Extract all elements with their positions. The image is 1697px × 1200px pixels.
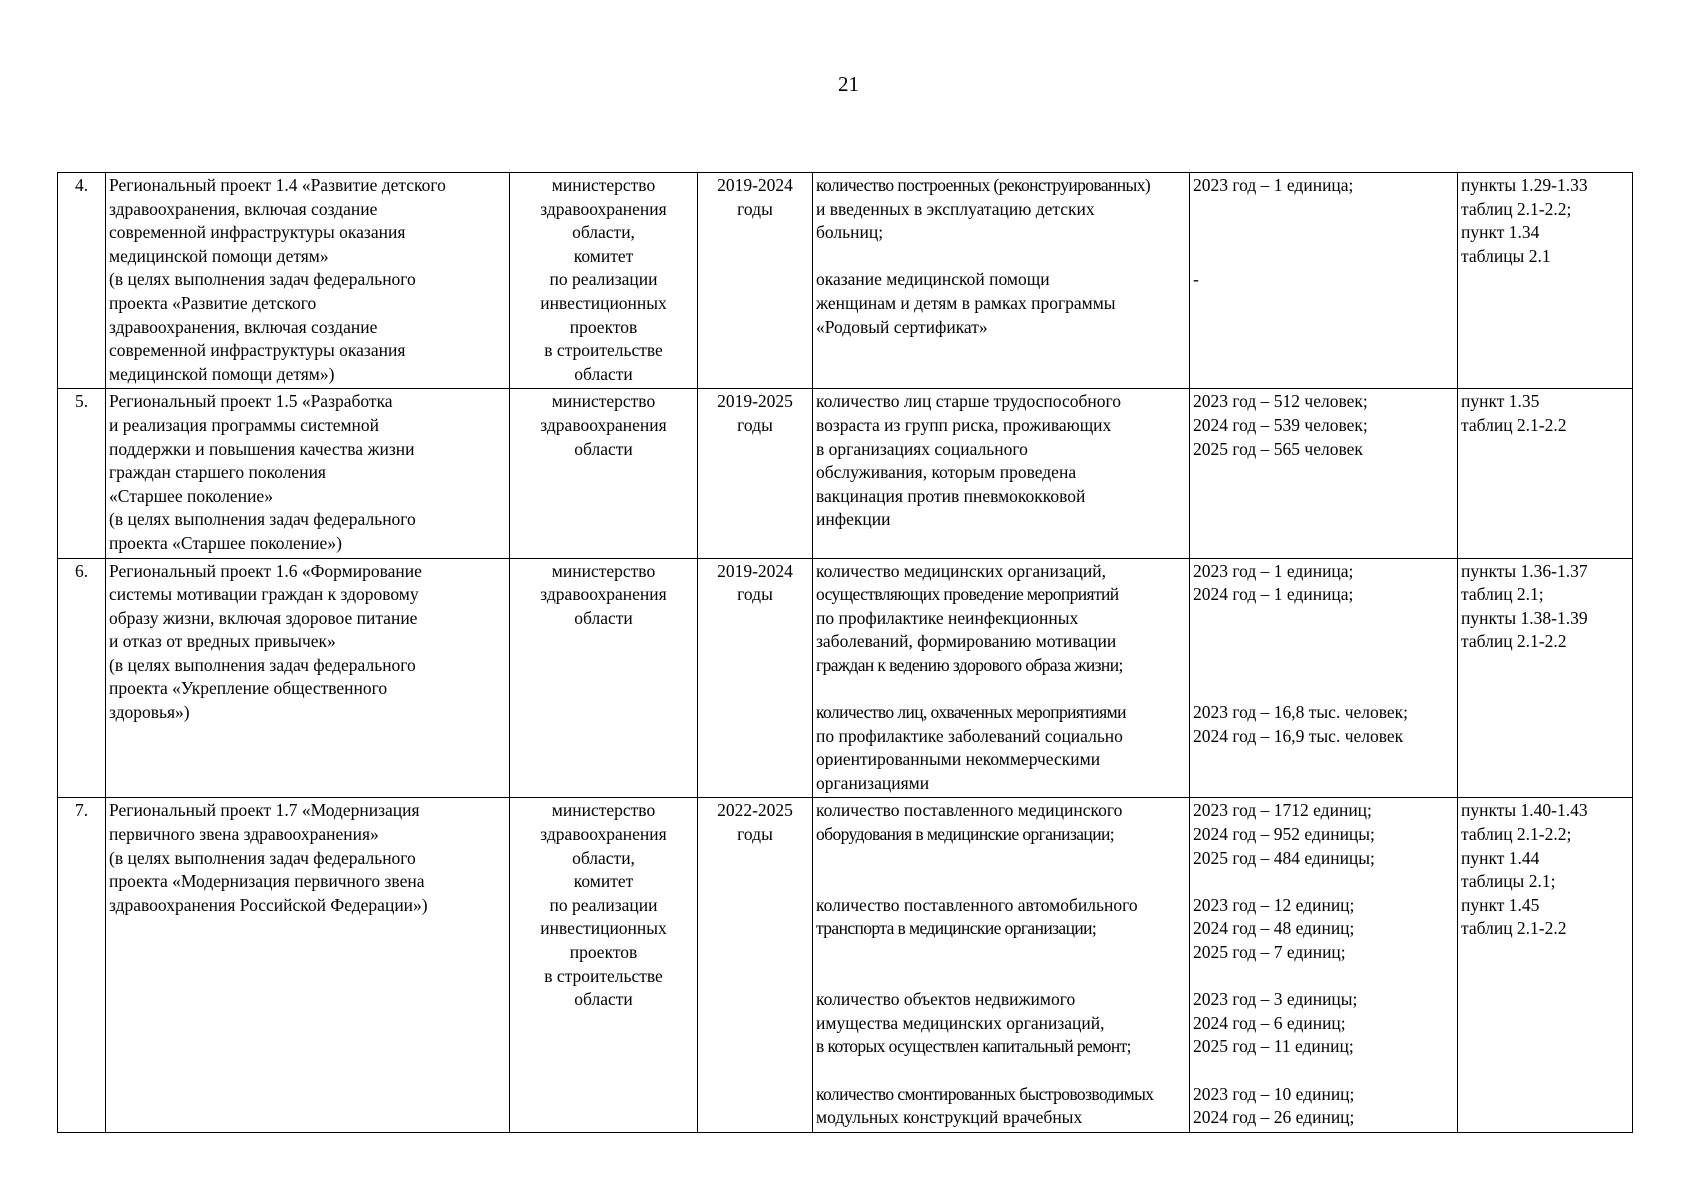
project-name-line: первичного звена здравоохранения»	[109, 824, 379, 845]
indicators-line: количество лиц старше трудоспособного	[816, 391, 1121, 412]
indicators-line: ориентированными некоммерческими	[816, 749, 1101, 770]
references-line: пункты 1.38-1.39	[1461, 607, 1588, 628]
period-line: 2019-2024	[717, 560, 793, 581]
references-line: таблиц 2.1-2.2;	[1461, 198, 1572, 219]
indicators-line: по профилактике неинфекционных	[816, 607, 1079, 628]
project-name-line: современной инфраструктуры оказания	[109, 222, 406, 243]
project-name-line: и реализация программы системной	[109, 414, 380, 435]
indicators-line: оборудования в медицинские организации;	[816, 824, 1114, 845]
indicators-line: в организациях социального	[816, 438, 1028, 459]
executor-line: министерство	[551, 560, 656, 581]
period-line: годы	[737, 824, 773, 845]
indicators-line: возраста из групп риска, проживающих	[816, 414, 1112, 435]
executor-line: здравоохранения	[540, 824, 667, 845]
project-name-line: проекта «Старшее поколение»)	[109, 532, 342, 553]
indicators-line: и введенных в эксплуатацию детских	[816, 198, 1095, 219]
executor-line: проектов	[569, 942, 638, 962]
project-name-line: Региональный проект 1.5 «Разработка	[109, 391, 393, 412]
indicator-values-line: 2023 год – 1 единица;	[1193, 560, 1354, 581]
indicator-values-line: 2024 год – 16,9 тыс. человек	[1193, 725, 1404, 746]
period-cell	[698, 558, 813, 798]
table-row	[58, 798, 1633, 1132]
project-name-line: граждан старшего поколения	[109, 462, 326, 483]
indicators-line: обслуживания, которым проведена	[816, 462, 1077, 483]
indicators-cell	[813, 173, 1190, 389]
executor-line: здравоохранения	[540, 414, 667, 435]
indicator-values-cell	[1190, 389, 1458, 558]
indicator-values-line: 2023 год – 1 единица;	[1193, 175, 1354, 195]
indicators-line: заболеваний, формированию мотивации	[816, 631, 1117, 652]
indicator-values-line	[1193, 245, 1454, 269]
indicators-line: количество медицинских организаций,	[816, 560, 1106, 581]
indicators-line	[816, 965, 1186, 989]
references-line: таблицы 2.1;	[1461, 871, 1556, 892]
indicators-line: больниц;	[816, 222, 884, 243]
indicators-line	[816, 847, 1186, 871]
indicator-values-line: 2023 год – 16,8 тыс. человек;	[1193, 702, 1409, 723]
executor-line: комитет	[573, 245, 634, 266]
references-cell	[1458, 389, 1633, 558]
page-number: 21	[838, 72, 859, 96]
indicator-values-line: 2025 год – 11 единиц;	[1193, 1036, 1354, 1057]
executor-line: области	[574, 989, 633, 1010]
period-line: 2019-2024	[717, 175, 793, 195]
executor-line: области	[574, 438, 633, 459]
project-name-cell	[106, 389, 510, 558]
executor-line: в строительстве	[544, 340, 663, 361]
period-cell	[698, 798, 813, 1132]
references-cell	[1458, 798, 1633, 1132]
references-line: пункты 1.40-1.43	[1461, 800, 1588, 821]
period-line: годы	[737, 584, 773, 605]
indicators-line: имущества медицинских организаций,	[816, 1012, 1105, 1033]
project-name-line: здравоохранения, включая создание	[109, 198, 378, 219]
project-name-line: Региональный проект 1.7 «Модернизация	[109, 800, 420, 821]
project-name-line: здравоохранения, включая создание	[109, 316, 378, 337]
indicators-line: количество лиц, охваченных мероприятиями	[816, 702, 1126, 723]
references-line: таблиц 2.1-2.2	[1461, 414, 1567, 435]
row-number-cell: 6.	[58, 558, 106, 798]
indicators-line: количество смонтированных быстровозводимых	[816, 1083, 1154, 1104]
project-name-line: (в целях выполнения задач федерального	[109, 654, 416, 675]
executor-line: министерство	[551, 175, 656, 195]
project-name-cell	[106, 173, 510, 389]
indicator-values-line: 2024 год – 952 единицы;	[1193, 824, 1375, 845]
indicators-line: по профилактике заболеваний социально	[816, 725, 1123, 746]
executor-cell	[510, 798, 698, 1132]
indicator-values-line: 2024 год – 1 единица;	[1193, 584, 1354, 605]
period-cell	[698, 173, 813, 389]
project-name-line: проекта «Модернизация первичного звена	[109, 871, 425, 892]
indicator-values-line	[1193, 1059, 1454, 1083]
indicators-line	[816, 870, 1186, 894]
indicators-line	[816, 941, 1186, 965]
executor-line: министерство	[551, 800, 656, 821]
indicator-values-line	[1193, 630, 1454, 654]
references-cell	[1458, 173, 1633, 389]
executor-line: инвестиционных	[540, 918, 667, 939]
references-line: пункт 1.45	[1461, 894, 1540, 915]
indicator-values-line: 2023 год – 1712 единиц;	[1193, 800, 1372, 821]
period-line: 2022-2025	[717, 800, 793, 821]
indicator-values-line: 2023 год – 10 единиц;	[1193, 1083, 1355, 1104]
indicator-values-line: 2023 год – 3 единицы;	[1193, 989, 1358, 1010]
project-name-line: поддержки и повышения качества жизни	[109, 438, 415, 459]
executor-line: комитет	[573, 871, 634, 892]
references-line: пункт 1.34	[1461, 222, 1540, 243]
table-row	[58, 389, 1633, 558]
period-line: годы	[737, 414, 773, 435]
references-line: пункт 1.44	[1461, 847, 1540, 868]
references-line: таблиц 2.1;	[1461, 584, 1544, 605]
executor-cell	[510, 173, 698, 389]
project-name-line: и отказ от вредных привычек»	[109, 631, 336, 652]
table-body	[58, 173, 1633, 1133]
executor-line: области,	[572, 222, 635, 243]
references-line: таблиц 2.1-2.2	[1461, 631, 1567, 652]
project-name-cell	[106, 798, 510, 1132]
project-name-line: медицинской помощи детям»)	[109, 363, 335, 384]
indicator-values-line	[1193, 965, 1454, 989]
indicators-line	[816, 677, 1186, 701]
executor-cell	[510, 558, 698, 798]
indicators-line: оказание медицинской помощи	[816, 269, 1050, 290]
indicator-values-cell	[1190, 558, 1458, 798]
indicators-line: количество поставленного медицинского	[816, 800, 1123, 821]
project-name-line: проекта «Развитие детского	[109, 292, 317, 313]
row-number-cell: 7.	[58, 798, 106, 1132]
indicator-values-line: 2024 год – 26 единиц;	[1193, 1107, 1355, 1128]
indicator-values-line	[1193, 654, 1454, 678]
indicators-cell	[813, 798, 1190, 1132]
indicators-line	[816, 1059, 1186, 1083]
executor-line: министерство	[551, 391, 656, 412]
indicators-line: количество поставленного автомобильного	[816, 894, 1138, 915]
executor-line: здравоохранения	[540, 198, 667, 219]
references-line: пункты 1.36-1.37	[1461, 560, 1588, 581]
indicator-values-line	[1193, 677, 1454, 701]
executor-line: по реализации	[549, 269, 658, 290]
table-row	[58, 173, 1633, 389]
project-name-line: «Старшее поколение»	[109, 485, 273, 506]
indicators-line: количество построенных (реконструированных)	[816, 175, 1151, 195]
executor-line: здравоохранения	[540, 584, 667, 605]
indicator-values-line	[1193, 316, 1454, 340]
project-name-line: (в целях выполнения задач федерального	[109, 847, 416, 868]
table-row	[58, 558, 1633, 798]
indicator-values-line: 2024 год – 48 единиц;	[1193, 918, 1355, 939]
indicator-values-line	[1193, 870, 1454, 894]
indicators-line: «Родовый сертификат»	[816, 316, 988, 337]
indicators-line: количество объектов недвижимого	[816, 989, 1076, 1010]
indicators-line: модульных конструкций врачебных	[816, 1107, 1083, 1128]
indicator-values-line: 2023 год – 12 единиц;	[1193, 894, 1355, 915]
indicators-line: в которых осуществлен капитальный ремонт;	[816, 1036, 1131, 1057]
executor-line: области	[574, 607, 633, 628]
indicator-values-line: -	[1193, 269, 1199, 290]
project-name-line: проекта «Укрепление общественного	[109, 678, 388, 699]
executor-cell	[510, 389, 698, 558]
project-name-line: образу жизни, включая здоровое питание	[109, 607, 418, 628]
references-line: пункт 1.35	[1461, 391, 1540, 412]
indicators-line: граждан к ведению здорового образа жизни;	[816, 654, 1123, 675]
project-name-line: современной инфраструктуры оказания	[109, 340, 406, 361]
project-name-line: Региональный проект 1.6 «Формирование	[109, 560, 422, 581]
executor-line: в строительстве	[544, 965, 663, 986]
indicators-line: инфекции	[816, 509, 891, 530]
indicators-line: вакцинация против пневмококковой	[816, 485, 1086, 506]
references-line: пункты 1.29-1.33	[1461, 175, 1588, 195]
executor-line: по реализации	[549, 894, 658, 915]
indicators-line: женщинам и детям в рамках программы	[816, 292, 1116, 313]
indicators-line	[816, 245, 1186, 269]
period-line: годы	[737, 198, 773, 219]
executor-line: проектов	[569, 316, 638, 337]
indicator-values-line: 2025 год – 7 единиц;	[1193, 942, 1346, 962]
indicators-cell	[813, 558, 1190, 798]
project-name-line: (в целях выполнения задач федерального	[109, 509, 416, 530]
project-name-line: здравоохранения Российской Федерации»)	[109, 894, 428, 915]
project-name-line: системы мотивации граждан к здоровому	[109, 584, 419, 605]
indicator-values-line: 2024 год – 539 человек;	[1193, 414, 1368, 435]
references-cell	[1458, 558, 1633, 798]
indicators-line: организациями	[816, 772, 930, 793]
references-line: таблицы 2.1	[1461, 245, 1551, 266]
indicators-cell	[813, 389, 1190, 558]
indicator-values-cell	[1190, 798, 1458, 1132]
indicator-values-line	[1193, 292, 1454, 316]
program-table	[57, 172, 1633, 1133]
period-line: 2019-2025	[717, 391, 793, 412]
executor-line: инвестиционных	[540, 292, 667, 313]
executor-line: области	[574, 363, 633, 384]
project-name-line: Региональный проект 1.4 «Развитие детского	[109, 175, 446, 195]
references-line: таблиц 2.1-2.2;	[1461, 824, 1572, 845]
executor-line: области,	[572, 847, 635, 868]
project-name-line: здоровья»)	[109, 702, 190, 723]
project-name-line: медицинской помощи детям»	[109, 245, 329, 266]
row-number-cell: 4.	[58, 173, 106, 389]
period-cell	[698, 389, 813, 558]
indicator-values-line	[1193, 198, 1454, 222]
indicator-values-cell	[1190, 173, 1458, 389]
indicator-values-line: 2025 год – 565 человек	[1193, 438, 1363, 459]
indicators-line: транспорта в медицинские организации;	[816, 918, 1097, 939]
indicator-values-line: 2023 год – 512 человек;	[1193, 391, 1368, 412]
project-name-line: (в целях выполнения задач федерального	[109, 269, 416, 290]
project-name-cell	[106, 558, 510, 798]
indicator-values-line	[1193, 607, 1454, 631]
indicator-values-line: 2025 год – 484 единицы;	[1193, 847, 1375, 868]
references-line: таблиц 2.1-2.2	[1461, 918, 1567, 939]
row-number-cell: 5.	[58, 389, 106, 558]
indicator-values-line: 2024 год – 6 единиц;	[1193, 1012, 1346, 1033]
indicators-line: осуществляющих проведение мероприятий	[816, 584, 1119, 605]
indicator-values-line	[1193, 221, 1454, 245]
